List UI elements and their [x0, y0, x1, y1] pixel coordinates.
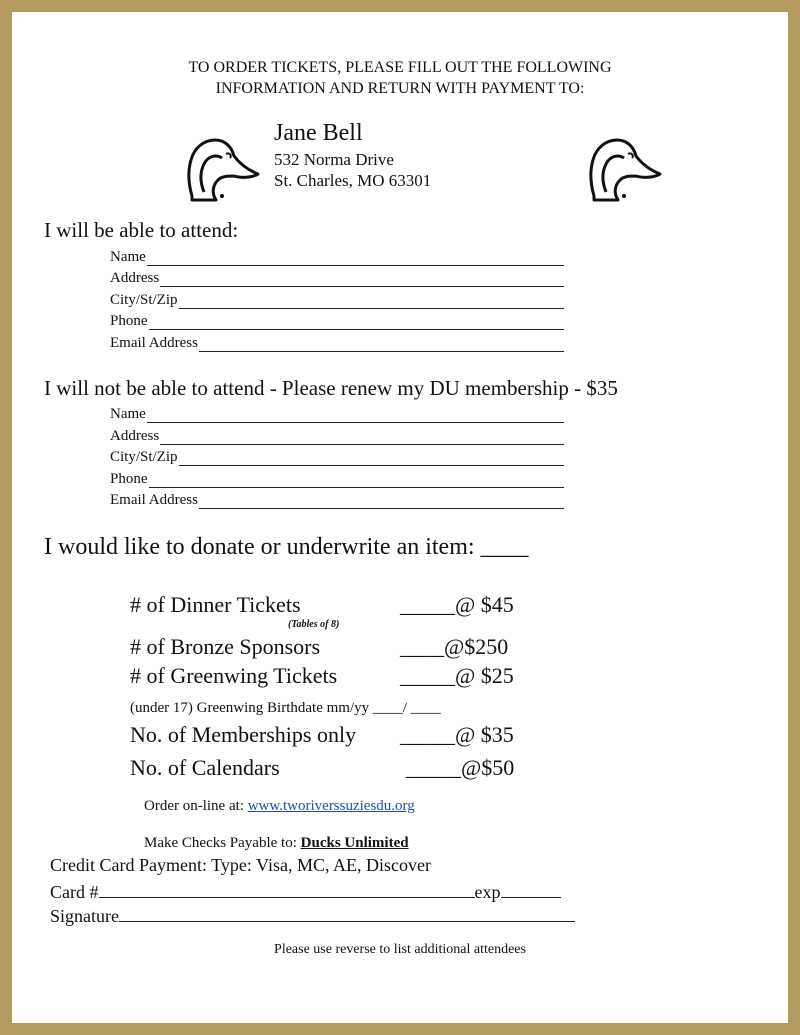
footer-note: Please use reverse to list additional attendees [274, 942, 526, 957]
header-line-1: TO ORDER TICKETS, PLEASE FILL OUT THE FOLLOWING [188, 59, 612, 76]
dinner-tickets-label: # of Dinner Tickets [130, 592, 301, 617]
calendars-label: No. of Calendars [130, 755, 280, 780]
duck-head-logo-icon [182, 132, 262, 202]
attend-name-field[interactable]: Name [110, 246, 564, 266]
renew-city-field[interactable]: City/St/Zip [110, 446, 564, 466]
header-line-2: INFORMATION AND RETURN WITH PAYMENT TO: [215, 80, 585, 97]
renew-address-field[interactable]: Address [110, 425, 564, 445]
tables-note: (Tables of 8) [288, 619, 340, 630]
attend-email-field[interactable]: Email Address [110, 332, 564, 352]
memberships-label: No. of Memberships only [130, 722, 357, 747]
card-number-field[interactable]: Card # exp [50, 881, 561, 903]
greenwing-tickets-label: # of Greenwing Tickets [130, 663, 338, 688]
bronze-sponsors-label: # of Bronze Sponsors [130, 634, 321, 659]
addressee-street: 532 Norma Drive [274, 150, 394, 169]
duck-head-logo-icon [584, 132, 664, 202]
donate-blank[interactable]: ____ [480, 534, 529, 560]
checks-payable: Make Checks Payable to: Ducks Unlimited [144, 835, 409, 851]
order-online-link[interactable]: www.tworiverssuziesdu.org [247, 798, 415, 814]
greenwing-birthdate[interactable]: (under 17) Greenwing Birthdate mm/yy ____/ ____ [130, 700, 441, 716]
renew-email-field[interactable]: Email Address [110, 489, 564, 509]
calendars-price[interactable]: _____@$50 [406, 755, 515, 780]
attend-city-field[interactable]: City/St/Zip [110, 289, 564, 309]
addressee-name: Jane Bell [274, 120, 363, 146]
attend-address-field[interactable]: Address [110, 267, 564, 287]
dinner-tickets-price[interactable]: _____@ $45 [400, 592, 514, 617]
renew-phone-field[interactable]: Phone [110, 468, 564, 488]
order-form [12, 12, 788, 1023]
credit-card-title: Credit Card Payment: Type: Visa, MC, AE, Discover [50, 855, 431, 875]
addressee-city: St. Charles, MO 63301 [274, 171, 432, 190]
greenwing-tickets-price[interactable]: _____@ $25 [400, 663, 514, 688]
renew-name-field[interactable]: Name [110, 403, 564, 423]
order-online: Order on-line at: www.tworiverssuziesdu.org [144, 798, 415, 814]
donate-text: I would like to donate or underwrite an item: ____ [44, 534, 529, 560]
renew-title: I will not be able to attend - Please renew my DU membership - $35 [44, 376, 618, 400]
signature-field[interactable]: Signature [50, 905, 575, 927]
memberships-price[interactable]: _____@ $35 [400, 722, 514, 747]
attend-phone-field[interactable]: Phone [110, 310, 564, 330]
payee-name: Ducks Unlimited [300, 835, 409, 851]
attend-title: I will be able to attend: [44, 218, 239, 242]
bronze-sponsors-price[interactable]: ____@$250 [400, 634, 509, 659]
